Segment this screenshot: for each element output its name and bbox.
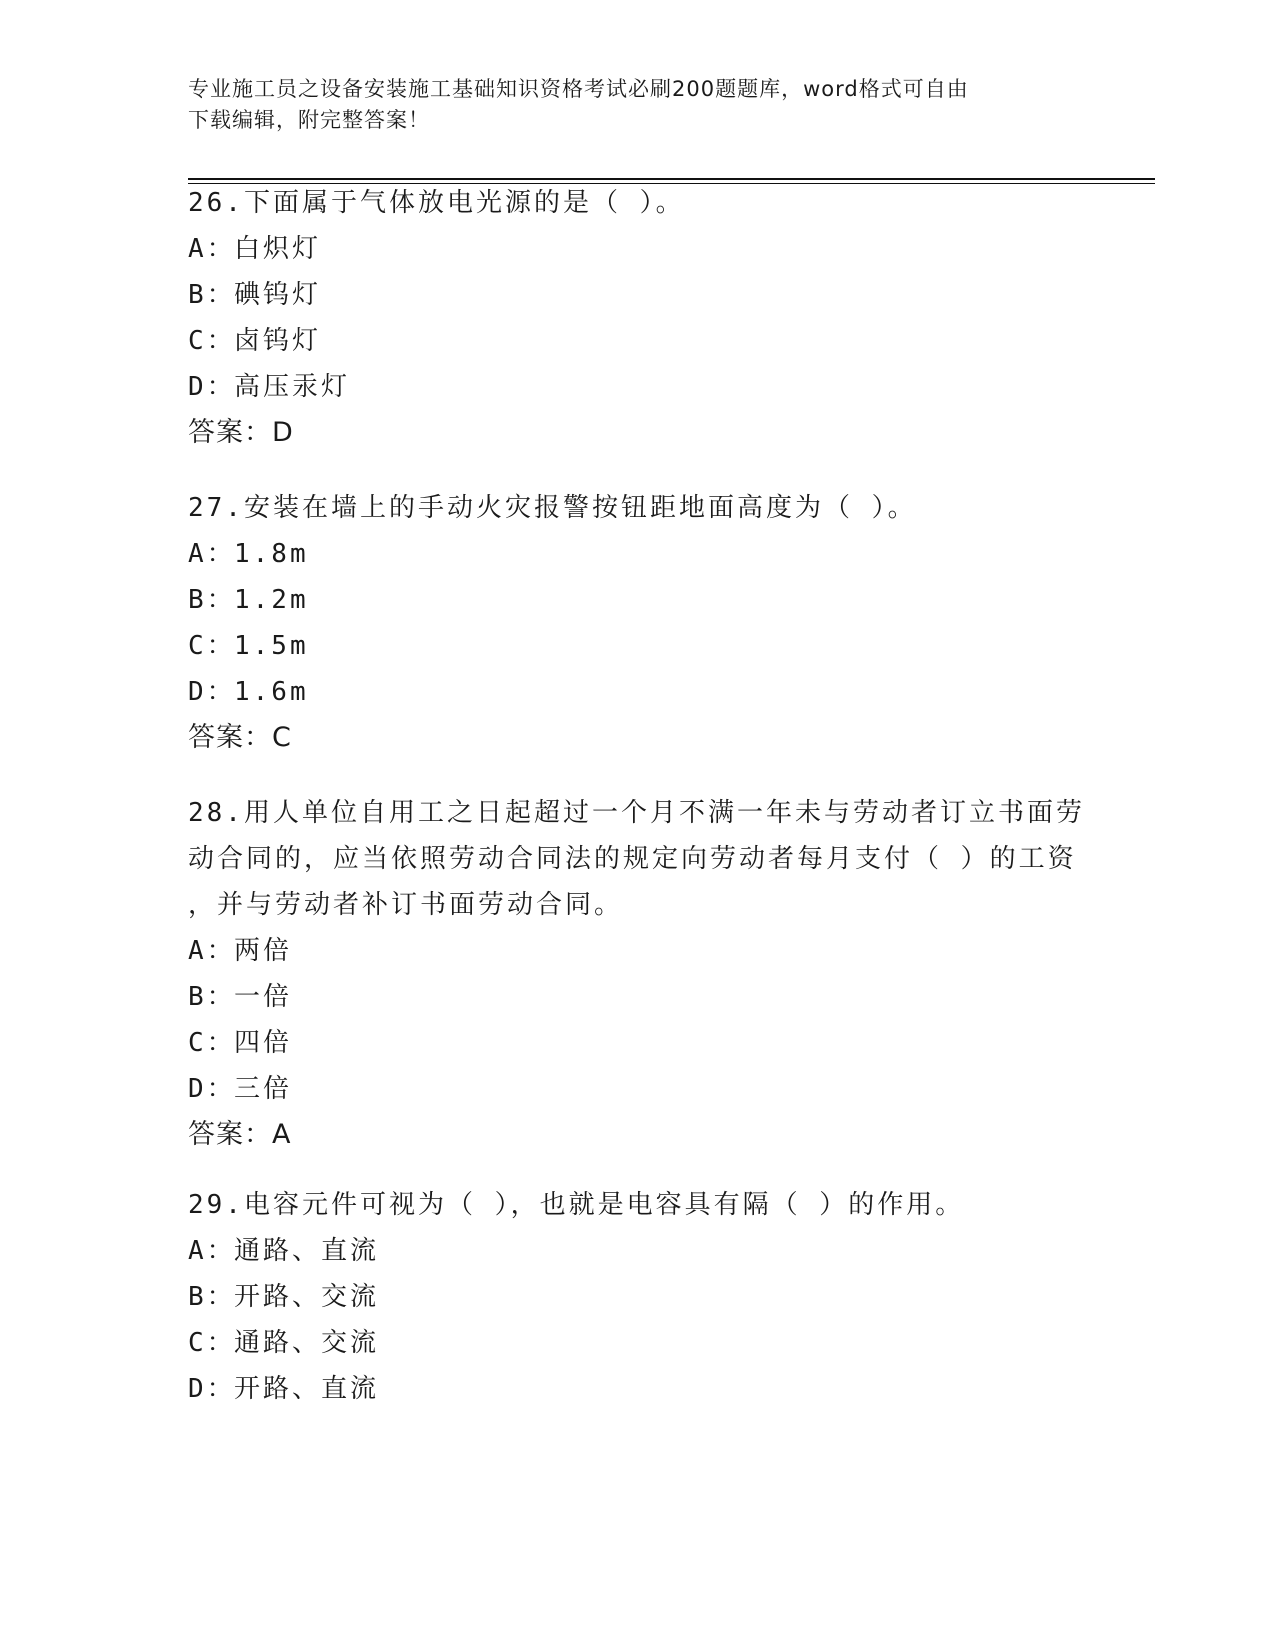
option-text: 开路、交流 [234,1282,380,1312]
option-text: 开路、直流 [234,1374,380,1404]
question-28 [188,790,1088,1158]
option-letter: C： [188,631,236,661]
option-a [188,226,1088,272]
option-text: 通路、直流 [234,1236,380,1266]
option-text: 三倍 [234,1074,293,1104]
question-text: 27.安装在墙上的手动火灾报警按钮距地面高度为（ ）。 [188,493,917,523]
option-text: 白炽灯 [234,234,322,264]
question-text-line-1: 28.用人单位自用工之日起超过一个月不满一年未与劳动者订立书面劳 [188,798,1085,828]
option-letter: A： [188,1236,236,1266]
option-text: 四倍 [234,1028,293,1058]
option-a [188,531,1088,577]
question-26 [188,180,1088,456]
answer: 答案：A [188,1119,292,1150]
option-text: 1.2m [234,585,309,615]
option-c [188,1320,1088,1366]
option-letter: B： [188,280,236,310]
question-29 [188,1182,1088,1412]
question-27 [188,485,1088,761]
option-letter: D： [188,1074,236,1104]
header-line-1: 专业施工员之设备安装施工基础知识资格考试必刷200题题库，word格式可自由 [188,77,969,101]
option-text: 卤钨灯 [234,326,322,356]
question-text-line-3: ，并与劳动者补订书面劳动合同。 [188,890,624,920]
question-text: 29.电容元件可视为（ ），也就是电容具有隔（ ）的作用。 [188,1190,965,1220]
option-letter: C： [188,326,236,356]
option-letter: B： [188,585,236,615]
option-b [188,272,1088,318]
document-header [188,74,1088,136]
option-b [188,1274,1088,1320]
option-c [188,318,1088,364]
header-line-2: 下载编辑，附完整答案！ [188,108,430,132]
answer: 答案：C [188,722,292,753]
option-text: 高压汞灯 [234,372,351,402]
option-letter: C： [188,1028,236,1058]
option-text: 1.8m [234,539,309,569]
option-d [188,669,1088,715]
option-letter: D： [188,1374,236,1404]
option-b [188,577,1088,623]
option-letter: A： [188,234,236,264]
option-a [188,1228,1088,1274]
option-letter: D： [188,677,236,707]
option-letter: B： [188,982,236,1012]
option-letter: A： [188,539,236,569]
option-d [188,1066,1088,1112]
option-b [188,974,1088,1020]
option-letter: D： [188,372,236,402]
option-text: 1.6m [234,677,309,707]
option-letter: C： [188,1328,236,1358]
answer: 答案：D [188,417,294,448]
question-text: 26.下面属于气体放电光源的是（ ）。 [188,188,685,218]
option-letter: B： [188,1282,236,1312]
option-text: 1.5m [234,631,309,661]
option-text: 碘钨灯 [234,280,322,310]
option-text: 通路、交流 [234,1328,380,1358]
option-text: 两倍 [234,936,293,966]
option-d [188,1366,1088,1412]
option-letter: A： [188,936,236,966]
option-a [188,928,1088,974]
option-c [188,1020,1088,1066]
option-d [188,364,1088,410]
option-text: 一倍 [234,982,293,1012]
question-text-line-2: 动合同的，应当依照劳动合同法的规定向劳动者每月支付（ ）的工资 [188,844,1077,874]
option-c [188,623,1088,669]
